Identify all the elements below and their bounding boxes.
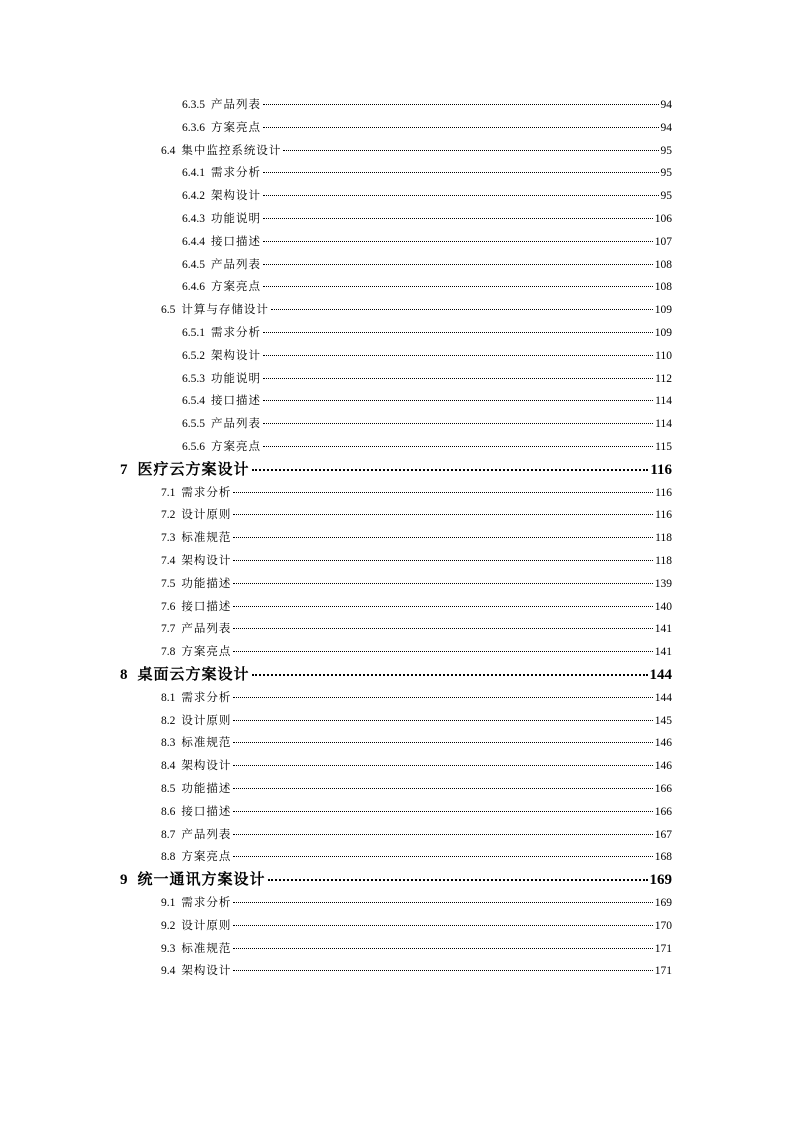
toc-entry-title: 架构设计 xyxy=(211,349,261,362)
toc-entry[interactable] xyxy=(161,941,672,957)
toc-page-number: 144 xyxy=(654,691,672,704)
toc-entry[interactable] xyxy=(161,530,672,546)
toc-entry[interactable] xyxy=(182,393,672,409)
toc-entry-number: 8.5 xyxy=(161,783,176,795)
toc-dot-leader xyxy=(263,264,653,265)
toc-dot-leader xyxy=(233,765,652,766)
toc-entry[interactable] xyxy=(161,827,672,843)
toc-entry-title: 设计原则 xyxy=(181,714,232,727)
toc-entry[interactable] xyxy=(161,302,672,318)
toc-entry-title: 标准规范 xyxy=(181,532,232,545)
toc-dot-leader xyxy=(263,218,653,219)
toc-dot-leader xyxy=(268,879,648,881)
toc-entry-number: 6.5.3 xyxy=(182,372,205,385)
toc-entry[interactable] xyxy=(182,120,672,136)
toc-entry-title: 功能说明 xyxy=(211,213,261,225)
toc-page-number: 169 xyxy=(654,897,672,909)
toc-page-number: 141 xyxy=(654,623,672,636)
toc-page-number: 140 xyxy=(654,600,672,613)
toc-entry-number: 9.3 xyxy=(161,942,176,955)
toc-dot-leader xyxy=(263,446,653,447)
toc-entry[interactable] xyxy=(182,257,672,273)
toc-entry-title: 产品列表 xyxy=(181,623,232,636)
toc-entry-number: 6.4.2 xyxy=(182,190,205,203)
toc-entry-number: 7.5 xyxy=(161,577,176,590)
toc-entry-number: 8.4 xyxy=(161,760,176,773)
toc-entry-title: 产品列表 xyxy=(211,258,261,271)
toc-entry-title: 方案亮点 xyxy=(211,281,261,294)
toc-page-number: 170 xyxy=(654,919,672,932)
toc-dot-leader xyxy=(233,788,652,789)
toc-entry-number: 6.5.4 xyxy=(182,395,205,408)
toc-entry[interactable] xyxy=(161,849,672,865)
toc-page-number: 169 xyxy=(649,872,672,889)
toc-entry-number: 6.5.6 xyxy=(182,441,205,453)
toc-entry[interactable] xyxy=(161,758,672,774)
toc-entry-title: 需求分析 xyxy=(181,691,232,704)
toc-page-number: 146 xyxy=(654,737,672,750)
toc-entry-title: 架构设计 xyxy=(181,760,232,773)
toc-entry[interactable] xyxy=(161,804,672,820)
toc-page-number: 118 xyxy=(655,555,672,567)
toc-entry-number: 8.3 xyxy=(161,737,176,750)
toc-entry-number: 9.1 xyxy=(161,897,176,909)
toc-dot-leader xyxy=(233,651,652,652)
toc-entry[interactable] xyxy=(161,781,672,797)
toc-entry-number: 9.2 xyxy=(161,919,176,932)
toc-page-number: 166 xyxy=(654,783,672,795)
toc-entry-number: 6.3.6 xyxy=(182,121,205,134)
toc-page-number: 166 xyxy=(654,805,672,818)
toc-dot-leader xyxy=(252,674,648,676)
toc-dot-leader xyxy=(233,811,652,812)
toc-dot-leader xyxy=(233,856,652,857)
toc-dot-leader xyxy=(233,742,652,743)
toc-entry-title: 统一通讯方案设计 xyxy=(137,872,266,889)
toc-page-number: 115 xyxy=(655,441,672,453)
toc-entry-title: 方案亮点 xyxy=(181,851,232,864)
toc-page-number: 112 xyxy=(655,372,672,385)
toc-entry-number: 7.7 xyxy=(161,623,176,636)
toc-entry-number: 6.3.5 xyxy=(182,99,205,111)
toc-dot-leader xyxy=(263,286,653,287)
toc-entry[interactable] xyxy=(161,507,672,523)
toc-dot-leader xyxy=(252,469,649,471)
toc-entry[interactable] xyxy=(161,963,672,979)
toc-entry-title: 需求分析 xyxy=(181,897,232,909)
toc-dot-leader xyxy=(233,583,652,584)
toc-page-number: 139 xyxy=(654,577,672,590)
toc-entry-number: 7 xyxy=(120,461,128,478)
toc-dot-leader xyxy=(233,492,653,493)
toc-entry[interactable] xyxy=(161,576,672,592)
toc-entry-title: 功能描述 xyxy=(181,783,232,795)
toc-dot-leader xyxy=(283,150,658,151)
toc-page-number: 171 xyxy=(654,942,672,955)
toc-entry-number: 6.4.3 xyxy=(182,213,205,225)
toc-entry[interactable] xyxy=(161,735,672,751)
toc-entry[interactable] xyxy=(182,188,672,204)
toc-entry[interactable] xyxy=(161,553,672,569)
toc-entry-number: 6.4.1 xyxy=(182,167,205,180)
toc-entry-number: 8.6 xyxy=(161,805,176,818)
toc-page-number: 168 xyxy=(654,851,672,864)
toc-entry-number: 6.4.5 xyxy=(182,258,205,271)
toc-entry-number: 7.3 xyxy=(161,532,176,545)
toc-entry[interactable] xyxy=(161,690,672,706)
toc-entry[interactable] xyxy=(182,211,672,227)
toc-entry-title: 方案亮点 xyxy=(211,121,261,134)
toc-entry[interactable] xyxy=(182,325,672,341)
toc-page-number: 144 xyxy=(649,667,672,683)
toc-entry[interactable] xyxy=(161,644,672,660)
toc-page-number: 116 xyxy=(655,486,672,499)
toc-entry[interactable] xyxy=(161,918,672,934)
toc-entry-title: 方案亮点 xyxy=(211,441,261,453)
toc-page-number: 141 xyxy=(654,646,672,659)
toc-page-number: 108 xyxy=(654,258,672,271)
toc-entry-number: 7.2 xyxy=(161,509,176,522)
toc-entry-number: 9.4 xyxy=(161,965,176,978)
toc-entry-title: 计算与存储设计 xyxy=(181,304,269,317)
toc-entry[interactable] xyxy=(182,439,672,455)
toc-entry[interactable] xyxy=(182,416,672,432)
toc-dot-leader xyxy=(271,309,653,310)
toc-dot-leader xyxy=(233,720,652,721)
toc-dot-leader xyxy=(233,514,653,515)
toc-page-number: 167 xyxy=(654,828,672,841)
toc-entry-title: 桌面云方案设计 xyxy=(137,667,250,683)
toc-entry-number: 6.4.4 xyxy=(182,235,205,248)
toc-entry[interactable] xyxy=(182,165,672,181)
toc-entry-title: 产品列表 xyxy=(211,99,261,111)
toc-page-number: 171 xyxy=(654,965,672,978)
toc-entry[interactable] xyxy=(161,485,672,501)
toc-page-number: 114 xyxy=(655,418,672,431)
toc-entry-number: 8 xyxy=(120,667,128,683)
toc-entry-title: 接口描述 xyxy=(181,805,232,818)
toc-dot-leader xyxy=(233,537,653,538)
toc-dot-leader xyxy=(263,423,653,424)
toc-entry-number: 6.5.2 xyxy=(182,349,205,362)
toc-page-number: 116 xyxy=(655,509,672,522)
toc-dot-leader xyxy=(263,400,653,401)
toc-entry[interactable] xyxy=(161,713,672,729)
toc-chapter-entry[interactable] xyxy=(120,460,672,480)
toc-dot-leader xyxy=(263,127,659,128)
toc-page-number: 110 xyxy=(655,349,672,362)
toc-entry[interactable] xyxy=(182,97,672,113)
toc-entry-title: 功能描述 xyxy=(181,577,232,590)
toc-entry-title: 设计原则 xyxy=(181,509,232,522)
toc-page-number: 109 xyxy=(654,327,672,339)
toc-entry-number: 7.8 xyxy=(161,646,176,659)
toc-page-number: 95 xyxy=(660,167,672,180)
toc-dot-leader xyxy=(233,628,652,629)
toc-page-number: 108 xyxy=(654,281,672,294)
toc-page-number: 95 xyxy=(660,190,672,203)
toc-entry-title: 架构设计 xyxy=(181,555,232,567)
toc-page-number: 94 xyxy=(660,121,672,134)
toc-dot-leader xyxy=(263,172,659,173)
toc-entry-title: 架构设计 xyxy=(211,190,261,203)
toc-entry-number: 6.4.6 xyxy=(182,281,205,294)
toc-page-number: 109 xyxy=(654,304,672,317)
toc-entry-number: 8.1 xyxy=(161,691,176,704)
toc-page-number: 94 xyxy=(660,99,672,111)
toc-entry[interactable] xyxy=(182,371,672,387)
toc-entry[interactable] xyxy=(182,279,672,295)
toc-entry[interactable] xyxy=(161,895,672,911)
toc-page-number: 106 xyxy=(654,213,672,225)
toc-entry-title: 医疗云方案设计 xyxy=(137,461,250,478)
toc-dot-leader xyxy=(233,834,652,835)
toc-dot-leader xyxy=(233,948,652,949)
toc-entry-title: 标准规范 xyxy=(181,737,232,750)
toc-entry-number: 6.4 xyxy=(161,144,176,157)
toc-dot-leader xyxy=(263,378,653,379)
toc-dot-leader xyxy=(233,925,652,926)
toc-dot-leader xyxy=(263,104,659,105)
toc-entry[interactable] xyxy=(161,621,672,637)
toc-page-number: 145 xyxy=(654,714,672,727)
toc-page-number: 118 xyxy=(655,532,672,545)
toc-dot-leader xyxy=(263,355,653,356)
toc-entry-title: 需求分析 xyxy=(211,327,261,339)
toc-page-number: 107 xyxy=(654,235,672,248)
toc-page-number: 146 xyxy=(654,760,672,773)
toc-page-number: 114 xyxy=(655,395,672,408)
toc-chapter-entry[interactable] xyxy=(120,870,672,890)
toc-dot-leader xyxy=(263,241,653,242)
toc-dot-leader xyxy=(263,195,659,196)
toc-dot-leader xyxy=(263,332,653,333)
toc-entry-number: 8.7 xyxy=(161,828,176,841)
toc-entry-number: 7.1 xyxy=(161,486,176,499)
toc-entry-number: 6.5.5 xyxy=(182,418,205,431)
toc-entry-title: 架构设计 xyxy=(181,965,232,978)
toc-dot-leader xyxy=(233,697,652,698)
toc-entry-title: 功能说明 xyxy=(211,372,261,385)
toc-dot-leader xyxy=(233,902,652,903)
toc-entry-number: 9 xyxy=(120,872,128,889)
toc-dot-leader xyxy=(233,560,653,561)
toc-entry-title: 集中监控系统设计 xyxy=(181,144,282,157)
toc-entry-title: 需求分析 xyxy=(181,486,232,499)
toc-entry-title: 设计原则 xyxy=(181,919,232,932)
toc-chapter-entry[interactable] xyxy=(120,665,672,685)
toc-entry-title: 标准规范 xyxy=(181,942,232,955)
toc-page-number: 116 xyxy=(650,461,672,478)
toc-entry-number: 6.5 xyxy=(161,304,176,317)
toc-entry[interactable] xyxy=(182,234,672,250)
toc-entry-title: 方案亮点 xyxy=(181,646,232,659)
toc-entry-title: 产品列表 xyxy=(181,828,232,841)
toc-entry-title: 需求分析 xyxy=(211,167,261,180)
toc-dot-leader xyxy=(233,606,652,607)
toc-entry-number: 7.4 xyxy=(161,555,176,567)
toc-page-number: 95 xyxy=(660,144,672,157)
toc-entry-title: 接口描述 xyxy=(181,600,232,613)
toc-entry-number: 8.8 xyxy=(161,851,176,864)
toc-entry-number: 7.6 xyxy=(161,600,176,613)
toc-entry[interactable] xyxy=(161,599,672,615)
toc-entry-number: 8.2 xyxy=(161,714,176,727)
toc-entry-title: 接口描述 xyxy=(211,235,261,248)
toc-entry-number: 6.5.1 xyxy=(182,327,205,339)
toc-entry-title: 接口描述 xyxy=(211,395,261,408)
toc-entry[interactable] xyxy=(161,143,672,159)
toc-dot-leader xyxy=(233,970,652,971)
toc-entry[interactable] xyxy=(182,348,672,364)
toc-entry-title: 产品列表 xyxy=(211,418,261,431)
